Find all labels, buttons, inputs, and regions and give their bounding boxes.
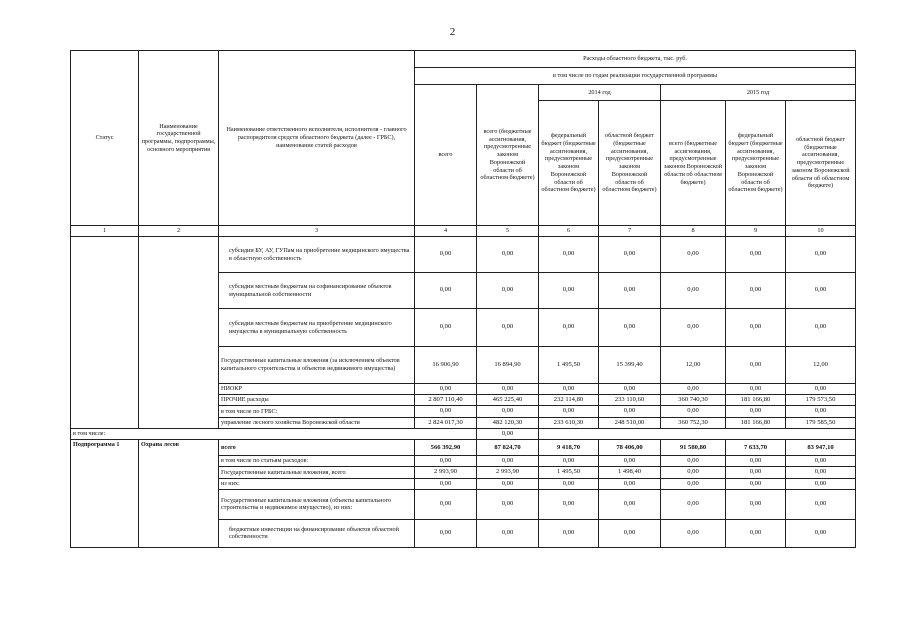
value-cell: 0,00 <box>539 489 599 519</box>
col-number: 6 <box>539 226 599 237</box>
value-cell: 0,00 <box>415 489 477 519</box>
value-cell: 0,00 <box>661 237 726 273</box>
value-cell: 0,00 <box>786 273 856 309</box>
value-cell: 7 633,70 <box>726 440 786 456</box>
value-cell: 0,00 <box>477 237 539 273</box>
table-row <box>71 440 856 456</box>
value-cell: 12,00 <box>786 347 856 384</box>
value-cell: 0,00 <box>726 478 786 489</box>
value-cell: 0,00 <box>661 406 726 417</box>
value-cell: 233 610,30 <box>539 417 599 428</box>
value-cell: 0,00 <box>786 489 856 519</box>
value-cell: 0,00 <box>599 519 661 547</box>
value-cell: 181 166,80 <box>726 417 786 428</box>
value-cell: 0,00 <box>415 384 477 395</box>
value-cell: 0,00 <box>539 406 599 417</box>
value-cell: 1 495,50 <box>539 347 599 384</box>
value-cell: 0,00 <box>661 489 726 519</box>
value-cell: 0,00 <box>477 478 539 489</box>
value-cell: 0,00 <box>477 428 539 439</box>
value-cell: 0,00 <box>599 273 661 309</box>
row-label: в том числе по статьям расходов: <box>219 456 415 467</box>
value-cell: 0,00 <box>726 519 786 547</box>
value-cell: 233 110,60 <box>599 395 661 406</box>
empty-program-cell <box>139 237 219 429</box>
subtitle-row <box>71 428 856 439</box>
col-number: 8 <box>661 226 726 237</box>
col-number: 4 <box>415 226 477 237</box>
value-cell: 0,00 <box>599 384 661 395</box>
value-cell: 0,00 <box>726 309 786 347</box>
value-cell: 0,00 <box>477 273 539 309</box>
value-cell: 0,00 <box>415 237 477 273</box>
value-cell: 0,00 <box>726 384 786 395</box>
header-federal-2015: федеральный бюджет (бюджетные ассигнования, предусмотренные законом Воронежской области об областном бюджете) <box>726 101 786 226</box>
row-label: Государственные капитальные вложения (объекты капитального строительства и недвижимое имущество), из них: <box>219 489 415 519</box>
value-cell: 0,00 <box>661 519 726 547</box>
value-cell: 566 392,90 <box>415 440 477 456</box>
budget-table <box>70 50 856 548</box>
value-cell: 0,00 <box>661 467 726 478</box>
header-total-budget: всего (бюджетные ассигнования, предусмотренные законом Воронежской области об областном бюджете) <box>477 85 539 226</box>
column-numbers-row <box>71 226 856 237</box>
col-number: 1 <box>71 226 139 237</box>
value-cell: 0,00 <box>599 237 661 273</box>
value-cell: 0,00 <box>726 237 786 273</box>
header-year-2015: 2015 год <box>661 85 856 101</box>
value-cell: 0,00 <box>599 309 661 347</box>
subprogram-status: Подпрограмма 1 <box>71 440 139 548</box>
value-cell: 0,00 <box>786 519 856 547</box>
value-cell: 2 993,90 <box>477 467 539 478</box>
value-cell: 0,00 <box>726 456 786 467</box>
header-total-2015: всего (бюджетные ассигнования, предусмотренные законом Воронежской области об областном бюджете) <box>661 101 726 226</box>
value-cell: 360 752,30 <box>661 417 726 428</box>
subtitle-label: в том числе: <box>71 428 477 439</box>
value-cell: 0,00 <box>599 489 661 519</box>
value-cell: 2 807 110,40 <box>415 395 477 406</box>
value-cell: 0,00 <box>415 456 477 467</box>
value-cell: 0,00 <box>726 406 786 417</box>
value-cell: 0,00 <box>661 478 726 489</box>
row-label: из них: <box>219 478 415 489</box>
header-regional-2015: областной бюджет (бюджетные ассигнования, предусмотренные законом Воронежской области об областном бюджете) <box>786 101 856 226</box>
value-cell: 0,00 <box>786 309 856 347</box>
row-label: субсидии БУ, АУ, ГУПам на приобретение медицинского имущества в областную собственность <box>219 237 415 273</box>
value-cell: 0,00 <box>726 347 786 384</box>
col-number: 7 <box>599 226 661 237</box>
value-cell: 0,00 <box>661 456 726 467</box>
row-label: Государственные капитальные вложения, всего <box>219 467 415 478</box>
value-cell: 0,00 <box>539 273 599 309</box>
row-label: субсидии местным бюджетам на софинансирование объектов муниципальной собственности <box>219 273 415 309</box>
value-cell: 0,00 <box>539 519 599 547</box>
value-cell: 181 166,80 <box>726 395 786 406</box>
value-cell: 0,00 <box>477 309 539 347</box>
value-cell: 0,00 <box>726 273 786 309</box>
header-year-2014: 2014 год <box>539 85 661 101</box>
value-cell: 0,00 <box>786 467 856 478</box>
row-label: бюджетные инвестиции на финансирование объектов областной собственности <box>219 519 415 547</box>
value-cell: 0,00 <box>477 384 539 395</box>
value-cell: 16 894,90 <box>477 347 539 384</box>
value-cell: 360 740,30 <box>661 395 726 406</box>
value-cell: 0,00 <box>415 309 477 347</box>
header-by-years: в том числе по годам реализации государственной программы <box>415 68 856 85</box>
value-cell: 482 120,30 <box>477 417 539 428</box>
row-label: управление лесного хозяйства Воронежской области <box>219 417 415 428</box>
value-cell: 0,00 <box>539 384 599 395</box>
value-cell: 179 573,50 <box>786 395 856 406</box>
value-cell: 0,00 <box>415 519 477 547</box>
value-cell: 16 906,90 <box>415 347 477 384</box>
value-cell: 0,00 <box>661 384 726 395</box>
row-label: всего <box>219 440 415 456</box>
row-label: в том числе по ГРБС: <box>219 406 415 417</box>
value-cell: 0,00 <box>661 273 726 309</box>
header-program-name: Наименование государственной программы, подпрограммы, основного мероприятия <box>139 51 219 226</box>
value-cell: 0,00 <box>661 309 726 347</box>
value-cell: 0,00 <box>786 384 856 395</box>
value-cell: 0,00 <box>786 456 856 467</box>
value-cell: 179 585,50 <box>786 417 856 428</box>
header-executor: Наименование ответственного исполнителя, исполнителя - главного распорядителя средств областного бюджета (далее - ГРБС), наименование статей расходов <box>219 51 415 226</box>
value-cell: 0,00 <box>477 489 539 519</box>
row-label: НИОКР <box>219 384 415 395</box>
row-label: ПРОЧИЕ расходы <box>219 395 415 406</box>
value-cell: 0,00 <box>477 456 539 467</box>
value-cell: 0,00 <box>599 478 661 489</box>
col-number: 5 <box>477 226 539 237</box>
header-regional-2014: областной бюджет (бюджетные ассигнования, предусмотренные законом Воронежской области об областном бюджете) <box>599 101 661 226</box>
page-number: 2 <box>449 26 456 38</box>
row-label: Государственные капитальные вложения (за исключением объектов капитального строительства и объектов недвижимого имущества) <box>219 347 415 384</box>
value-cell: 0,00 <box>539 237 599 273</box>
value-cell: 0,00 <box>599 456 661 467</box>
value-cell: 0,00 <box>786 406 856 417</box>
value-cell: 0,00 <box>726 489 786 519</box>
value-cell: 9 418,70 <box>539 440 599 456</box>
value-cell: 0,00 <box>477 519 539 547</box>
value-cell: 0,00 <box>786 237 856 273</box>
col-number: 2 <box>139 226 219 237</box>
value-cell: 0,00 <box>415 406 477 417</box>
header-status: Статус <box>71 51 139 226</box>
value-cell: 248 510,00 <box>599 417 661 428</box>
value-cell: 91 580,80 <box>661 440 726 456</box>
value-cell: 87 824,70 <box>477 440 539 456</box>
subprogram-name: Охрана лесов <box>139 440 219 548</box>
value-cell: 0,00 <box>599 406 661 417</box>
value-cell: 1 498,40 <box>599 467 661 478</box>
value-cell: 0,00 <box>539 309 599 347</box>
empty-cell <box>539 428 856 439</box>
empty-status-cell <box>71 237 139 429</box>
header-federal-2014: федеральный бюджет (бюджетные ассигнования, предусмотренные законом Воронежской области об областном бюджете) <box>539 101 599 226</box>
value-cell: 0,00 <box>786 478 856 489</box>
value-cell: 2 993,90 <box>415 467 477 478</box>
col-number: 9 <box>726 226 786 237</box>
value-cell: 15 399,40 <box>599 347 661 384</box>
value-cell: 0,00 <box>415 478 477 489</box>
value-cell: 232 114,80 <box>539 395 599 406</box>
col-number: 10 <box>786 226 856 237</box>
value-cell: 83 947,10 <box>786 440 856 456</box>
col-number: 3 <box>219 226 415 237</box>
row-label: субсидии местным бюджетам на приобретение медицинского имущества в муниципальную собственность <box>219 309 415 347</box>
value-cell: 0,00 <box>539 478 599 489</box>
value-cell: 2 824 017,30 <box>415 417 477 428</box>
value-cell: 0,00 <box>726 467 786 478</box>
header-expenses: Расходы областного бюджета, тыс. руб. <box>415 51 856 68</box>
value-cell: 0,00 <box>477 406 539 417</box>
table-row <box>71 237 856 273</box>
header-total: всего <box>415 85 477 226</box>
value-cell: 12,00 <box>661 347 726 384</box>
value-cell: 78 406,00 <box>599 440 661 456</box>
value-cell: 0,00 <box>539 456 599 467</box>
value-cell: 1 495,50 <box>539 467 599 478</box>
value-cell: 465 225,40 <box>477 395 539 406</box>
value-cell: 0,00 <box>415 273 477 309</box>
